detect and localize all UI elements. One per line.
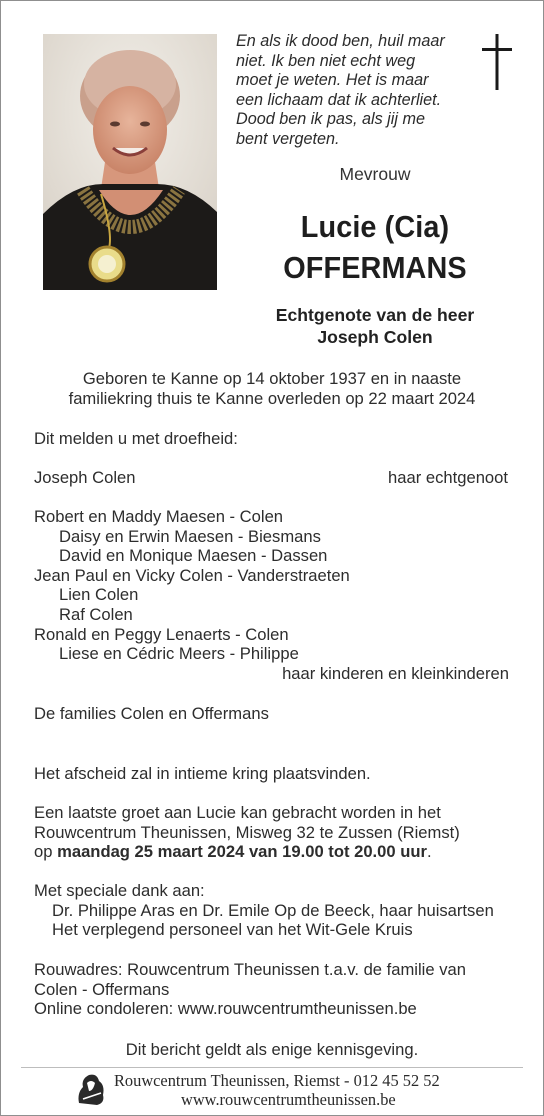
poem-line: een lichaam dat ik achterliet.: [236, 90, 442, 109]
death-line: familiekring thuis te Kanne overleden op 22 maart 2024: [68, 389, 476, 408]
grandchild-line: Lien Colen: [59, 585, 139, 605]
visit-suffix: .: [426, 842, 432, 862]
visit-line: Een laatste groet aan Lucie kan gebracht worden in het: [34, 803, 441, 822]
cross-icon: [479, 34, 515, 90]
child-line: Ronald en Peggy Lenaerts - Colen: [34, 624, 289, 644]
husband-name: Joseph Colen: [34, 468, 136, 487]
address-line: Colen - Offermans: [34, 979, 170, 999]
children-list: [34, 507, 350, 664]
thanks-line: Dr. Philippe Aras en Dr. Emile Op de Beeck, haar huisartsen: [52, 900, 494, 920]
address-section: [34, 960, 466, 1019]
portrait-illustration: [43, 34, 217, 290]
spouse-info: [237, 304, 513, 348]
families-text: De families Colen en Offermans: [34, 704, 269, 723]
poem-line: En als ik dood ben, huil maar: [236, 32, 445, 50]
spouse-name: Joseph Colen: [317, 327, 433, 347]
farewell-text: Het afscheid zal in intieme kring plaatsvinden.: [34, 764, 371, 783]
poem-line: moet je weten. Het is maar: [236, 71, 429, 90]
visit-datetime: [34, 842, 460, 862]
visit-date-bold: maandag 25 maart 2024 van 19.00 tot 20.00 uur: [57, 842, 427, 862]
grandchild-line: Liese en Cédric Meers - Philippe: [59, 644, 299, 664]
footer-divider: [21, 1067, 523, 1068]
thanks-line: Het verplegend personeel van het Wit-Gele Kruis: [52, 920, 413, 940]
deceased-name: [247, 206, 504, 288]
announce-text: Dit melden u met droefheid:: [34, 429, 238, 448]
thanks-title: Met speciale dank aan:: [34, 881, 205, 900]
poem: [236, 32, 476, 150]
birth-line: Geboren te Kanne op 14 oktober 1937 en in naaste: [82, 369, 462, 388]
children-role: haar kinderen en kleinkinderen: [282, 664, 509, 683]
first-name: Lucie (Cia): [300, 209, 450, 244]
footer-contact: Rouwcentrum Theunissen, Riemst - 012 45 52 52: [114, 1071, 440, 1090]
visit-line: Rouwcentrum Theunissen, Misweg 32 te Zussen (Riemst): [34, 822, 460, 842]
grandchild-line: Daisy en Erwin Maesen - Biesmans: [59, 526, 321, 546]
address-line: Rouwadres: Rouwcentrum Theunissen t.a.v. de familie van: [34, 960, 466, 979]
visitation-info: [34, 803, 460, 862]
poem-line: bent vergeten.: [236, 129, 340, 148]
funeral-home-logo-icon: [75, 1069, 107, 1107]
child-line: Jean Paul en Vicky Colen - Vanderstraeten: [34, 565, 350, 585]
notice-text: Dit bericht geldt als enige kennisgeving.: [125, 1040, 419, 1059]
salutation: Mevrouw: [339, 164, 411, 184]
poem-line: Dood ben ik pas, als jij me: [236, 110, 425, 129]
condolence-line: Online condoleren: www.rouwcentrumtheunissen.be: [34, 999, 417, 1019]
last-name: OFFERMANS: [283, 250, 467, 285]
portrait-photo: [43, 34, 217, 290]
husband-role: haar echtgenoot: [388, 468, 508, 487]
poem-line: niet. Ik ben niet echt weg: [236, 51, 416, 70]
footer-website[interactable]: www.rouwcentrumtheunissen.be: [181, 1090, 396, 1109]
grandchild-line: David en Monique Maesen - Dassen: [59, 546, 328, 566]
spouse-line: Echtgenote van de heer: [275, 305, 475, 325]
child-line: Robert en Maddy Maesen - Colen: [34, 507, 284, 526]
visit-prefix: op: [34, 842, 53, 862]
birth-death-info: [21, 369, 523, 409]
grandchild-line: Raf Colen: [59, 604, 133, 624]
thanks-section: [34, 881, 494, 940]
